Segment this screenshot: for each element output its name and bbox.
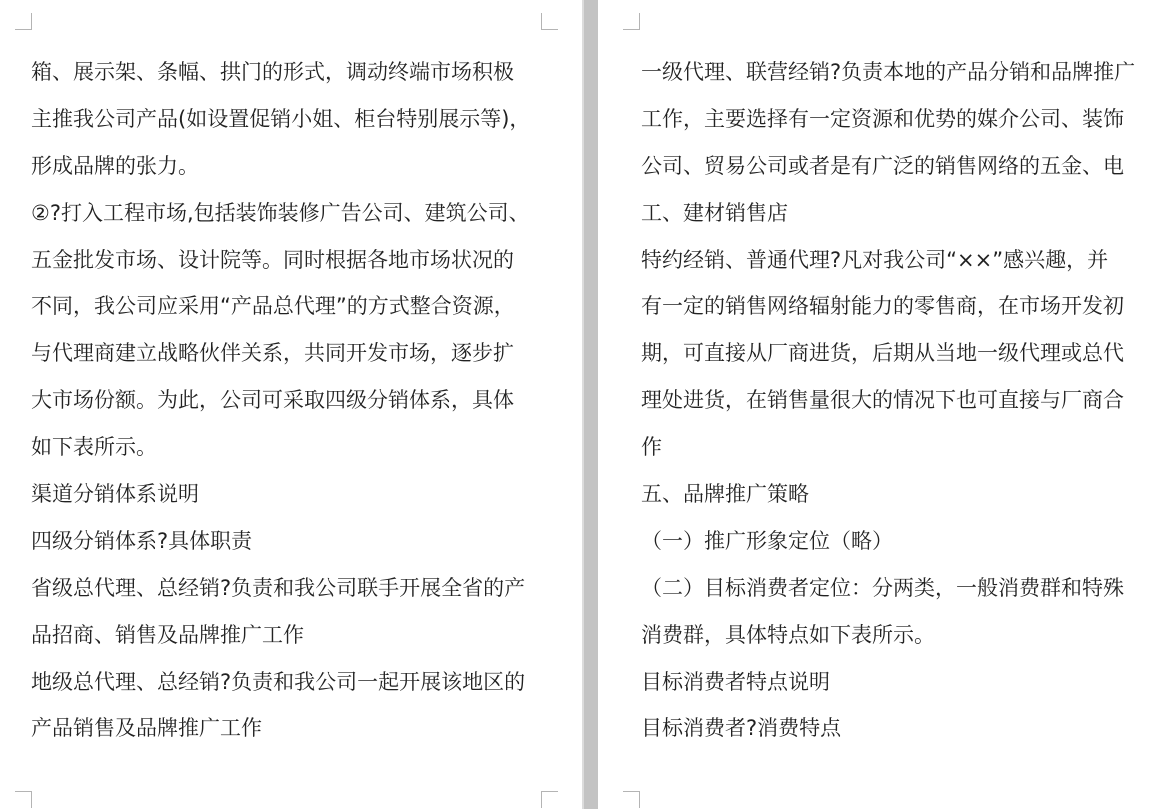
text-line: ②?打入工程市场,包括装饰装修广告公司、建筑公司、 xyxy=(31,200,530,225)
page-corner-mark xyxy=(541,791,558,808)
left-page-text xyxy=(31,49,551,752)
text-line: 品招商、销售及品牌推广工作 xyxy=(31,622,304,647)
text-line: （一）推广形象定位（略） xyxy=(641,528,893,553)
right-page xyxy=(598,0,1176,809)
page-corner-mark xyxy=(541,13,558,30)
text-line: 作 xyxy=(641,435,662,460)
right-page-text xyxy=(641,49,1161,752)
page-corner-mark xyxy=(15,791,32,808)
text-line: 四级分销体系?具体职责 xyxy=(31,528,253,553)
text-line: 五、品牌推广策略 xyxy=(641,482,809,507)
text-line: 大市场份额。为此，公司可采取四级分销体系，具体 xyxy=(31,388,514,413)
text-line: 目标消费者特点说明 xyxy=(641,669,830,694)
text-line: 工作，主要选择有一定资源和优势的媒介公司、装饰 xyxy=(641,106,1124,131)
text-line: 箱、展示架、条幅、拱门的形式，调动终端市场积极 xyxy=(31,60,514,84)
text-line: 如下表所示。 xyxy=(31,435,157,460)
text-line: 五金批发市场、设计院等。同时根据各地市场状况的 xyxy=(31,247,514,272)
text-line: 目标消费者?消费特点 xyxy=(641,716,842,741)
text-line: 期，可直接从厂商进货，后期从当地一级代理或总代 xyxy=(641,341,1124,366)
text-line: 工、建材销售店 xyxy=(641,200,788,225)
text-line: 公司、贸易公司或者是有广泛的销售网络的五金、电 xyxy=(641,153,1124,178)
page-corner-mark xyxy=(623,791,640,808)
text-line: 有一定的销售网络辐射能力的零售商，在市场开发初 xyxy=(641,294,1124,319)
text-line: 理处进货，在销售量很大的情况下也可直接与厂商合 xyxy=(641,388,1124,413)
text-line: 与代理商建立战略伙伴关系，共同开发市场，逐步扩 xyxy=(31,341,514,366)
text-line: 主推我公司产品(如设置促销小姐、柜台特别展示等)， xyxy=(31,106,531,131)
page-corner-mark xyxy=(623,13,640,30)
text-line: 形成品牌的张力。 xyxy=(31,153,199,178)
text-line: 不同，我公司应采用“产品总代理”的方式整合资源， xyxy=(31,294,515,319)
text-line: 消费群，具体特点如下表所示。 xyxy=(641,622,935,647)
page-gutter xyxy=(584,0,598,809)
text-line: 地级总代理、总经销?负责和我公司一起开展该地区的 xyxy=(31,669,526,694)
text-line: 渠道分销体系说明 xyxy=(31,482,199,507)
text-line: 特约经销、普通代理?凡对我公司“××”感兴趣，并 xyxy=(641,247,1109,272)
page-gutter-shadow xyxy=(582,0,584,809)
text-line: 省级总代理、总经销?负责和我公司联手开展全省的产 xyxy=(31,575,526,600)
page-corner-mark xyxy=(15,13,32,30)
text-line: （二）目标消费者定位：分两类，一般消费群和特殊 xyxy=(641,575,1124,600)
text-line: 产品销售及品牌推广工作 xyxy=(31,716,262,741)
text-line: 一级代理、联营经销?负责本地的产品分销和品牌推广 xyxy=(641,60,1136,84)
left-page xyxy=(0,0,584,809)
